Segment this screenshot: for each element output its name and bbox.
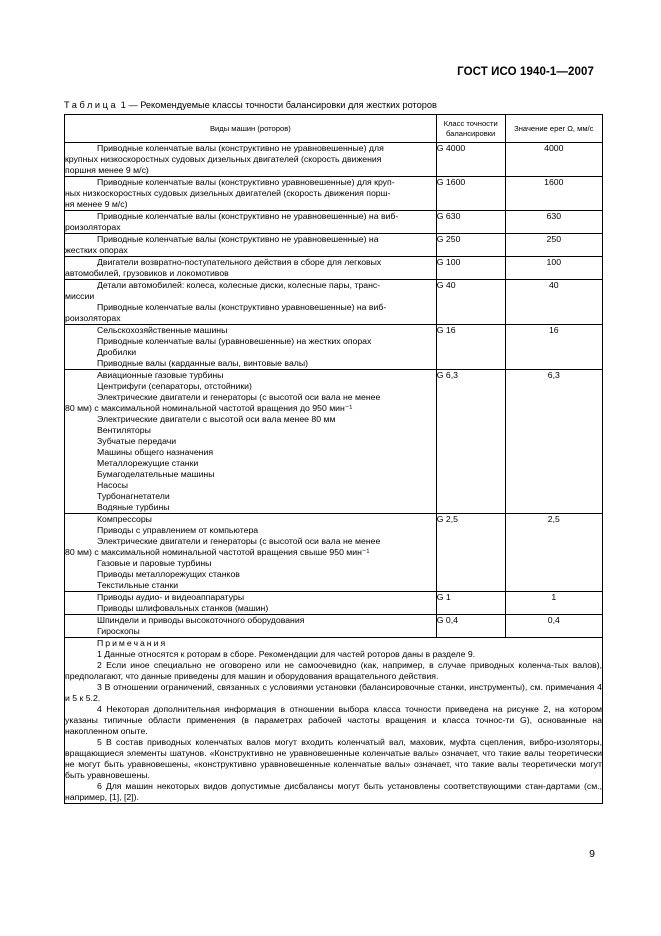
machine-type-line: 80 мм) с максимальной номинальной частотой вращения до 950 мин⁻¹: [65, 403, 353, 413]
balance-grade-cell: G 16: [436, 325, 505, 370]
table-row: [65, 257, 603, 280]
page-number: 9: [589, 848, 595, 860]
notes-row: [65, 638, 603, 804]
notes-title: Примечания: [97, 638, 168, 648]
table-body: [65, 143, 603, 638]
balance-grade-cell: G 1600: [436, 177, 505, 211]
machine-type-line: Машины общего назначения: [97, 447, 214, 457]
machine-types-cell: [65, 325, 437, 370]
table-row: [65, 615, 603, 638]
machine-type-line: Центрифуги (сепараторы, отстойники): [97, 381, 252, 391]
machine-types-cell: [65, 234, 437, 257]
machine-type-line: роизоляторах: [65, 222, 121, 232]
column-header-class: Класс точности балансировки: [436, 115, 505, 143]
machine-type-line: Приводные коленчатые валы (конструктивно не уравновешенные) для: [97, 143, 384, 153]
permissible-value-cell: 2,5: [505, 514, 602, 592]
machine-type-line: Приводные коленчатые валы (конструктивно уравновешенные) для круп-: [97, 177, 395, 187]
machine-type-line: Приводные коленчатые валы (конструктивно уравновешенные) на виб-: [97, 302, 387, 312]
table-row: [65, 211, 603, 234]
machine-type-line: Двигатели возвратно-поступательного действия в сборе для легковых: [97, 257, 382, 267]
column-header-value: Значение eper Ω, мм/с: [505, 115, 602, 143]
permissible-value-cell: 16: [505, 325, 602, 370]
note-1: 1 Данные относятся к роторам в сборе. Рекомендации для частей роторов даны в разделе 9.: [97, 649, 476, 659]
machine-type-line: Приводные коленчатые валы (конструктивно не уравновешенные) на виб-: [97, 211, 399, 221]
machine-type-line: ня менее 9 м/с): [65, 199, 128, 209]
balance-grade-cell: G 100: [436, 257, 505, 280]
table-row: [65, 514, 603, 592]
machine-type-line: Компрессоры: [97, 514, 152, 524]
permissible-value-cell: 40: [505, 280, 602, 325]
balance-grade-cell: G 0,4: [436, 615, 505, 638]
balance-grade-cell: G 250: [436, 234, 505, 257]
machine-type-line: Электрические двигатели и генераторы (с высотой оси вала не менее: [97, 536, 381, 546]
document-code-header: ГОСТ ИСО 1940-1—2007: [457, 66, 594, 78]
machine-type-line: Шпиндели и приводы высокоточного оборудования: [97, 615, 305, 625]
table-row: [65, 143, 603, 177]
machine-type-line: жестких опорах: [65, 245, 128, 255]
machine-type-line: Насосы: [97, 480, 128, 490]
machine-type-line: поршня менее 9 м/с): [65, 165, 149, 175]
balance-grade-cell: G 630: [436, 211, 505, 234]
notes-cell: [65, 638, 603, 804]
permissible-value-cell: 1600: [505, 177, 602, 211]
note-3: 3 В отношении ограничений, связанных с условиями установки (балансировочные станки, инструменты), см. примечания 4 и 5 к 5.2.: [65, 682, 602, 703]
machine-type-line: Газовые и паровые турбины: [97, 558, 212, 568]
machine-type-line: роизоляторах: [65, 313, 121, 323]
table-row: [65, 177, 603, 211]
permissible-value-cell: 250: [505, 234, 602, 257]
balance-grade-cell: G 4000: [436, 143, 505, 177]
balance-grade-cell: G 6,3: [436, 370, 505, 514]
note-6: 6 Для машин некоторых видов допустимые дисбалансы могут быть установлены соответствующими стан-дартами (см., например, [1], [2]).: [65, 781, 602, 802]
permissible-value-cell: 630: [505, 211, 602, 234]
machine-type-line: Приводные коленчатые валы (уравновешенные) на жестких опорах: [97, 336, 372, 346]
machine-type-line: 80 мм) с максимальной номинальной частотой вращения свыше 950 мин⁻¹: [65, 547, 370, 557]
machine-type-line: миссии: [65, 291, 95, 301]
machine-types-cell: [65, 211, 437, 234]
table-caption-text: 1 — Рекомендуемые классы точности балансировки для жестких роторов: [118, 100, 437, 110]
table-row: [65, 325, 603, 370]
column-header-machines: Виды машин (роторов): [65, 115, 437, 143]
permissible-value-cell: 4000: [505, 143, 602, 177]
machine-type-line: Турбонагнетатели: [97, 491, 170, 501]
note-5: 5 В состав приводных коленчатых валов могут входить коленчатый вал, маховик, муфта сцепления, вибро-изоляторы, вращающиеся элементы шатунов. «Конструктивно не уравновешенные коленчатые валы» означает, что такие валы теоретически не могут быть уравновешены, «конструктивно уравновешенные коленчатые валы» означает, что такие валы теоретически могут быть уравновешены.: [65, 737, 602, 780]
machine-type-line: крупных низкоскоростных судовых дизельных двигателей (скорость движения: [65, 154, 382, 164]
machine-types-cell: [65, 177, 437, 211]
permissible-value-cell: 6,3: [505, 370, 602, 514]
machine-types-cell: [65, 280, 437, 325]
machine-type-line: Приводы шлифовальных станков (машин): [97, 603, 269, 613]
machine-type-line: Авиационные газовые турбины: [97, 370, 224, 380]
machine-type-line: Приводы аудио- и видеоаппаратуры: [97, 592, 245, 602]
machine-type-line: Электрические двигатели и генераторы (с высотой оси вала не менее: [97, 392, 381, 402]
permissible-value-cell: 1: [505, 592, 602, 615]
machine-type-line: Текстильные станки: [97, 580, 179, 590]
table-caption-word: Таблица: [64, 100, 119, 110]
machine-type-line: Детали автомобилей: колеса, колесные диски, колесные пары, транс-: [97, 280, 381, 290]
table-row: [65, 234, 603, 257]
machine-type-line: Гироскопы: [97, 626, 140, 636]
table-header-row: [65, 115, 603, 143]
machine-type-line: Приводы металлорежущих станков: [97, 569, 240, 579]
machine-type-line: Электрические двигатели с высотой оси вала менее 80 мм: [97, 414, 336, 424]
note-2: 2 Если иное специально не оговорено или не самоочевидно (как, например, в случае приводных коленча-тых валов), предполагают, что данные приведены для машин и оборудования вращательного действия.: [65, 660, 602, 681]
balance-grade-cell: G 2,5: [436, 514, 505, 592]
machine-type-line: Вентиляторы: [97, 425, 151, 435]
table-caption: [64, 100, 437, 110]
note-4: 4 Некоторая дополнительная информация в отношении выбора класса точности приведена на рисунке 2, на котором указаны типичные области применения (в параметрах рабочей частоты вращения и класса точнос-ти G), основанные на накопленном опыте.: [65, 704, 602, 736]
machine-types-cell: [65, 257, 437, 280]
machine-types-cell: [65, 370, 437, 514]
machine-types-cell: [65, 514, 437, 592]
permissible-value-cell: 100: [505, 257, 602, 280]
table-row: [65, 592, 603, 615]
machine-type-line: автомобилей, грузовиков и локомотивов: [65, 268, 229, 278]
balance-grade-cell: G 40: [436, 280, 505, 325]
machine-type-line: Приводные валы (карданные валы, винтовые валы): [97, 358, 308, 368]
balancing-grades-table: [64, 114, 603, 804]
machine-type-line: Приводы с управлением от компьютера: [97, 525, 259, 535]
table-row: [65, 280, 603, 325]
machine-type-line: Зубчатые передачи: [97, 436, 177, 446]
permissible-value-cell: 0,4: [505, 615, 602, 638]
machine-type-line: Металлорежущие станки: [97, 458, 199, 468]
machine-type-line: ных низкоскоростных судовых дизельных двигателей (скорость движения порш-: [65, 188, 391, 198]
machine-types-cell: [65, 143, 437, 177]
machine-type-line: Водяные турбины: [97, 502, 170, 512]
machine-types-cell: [65, 592, 437, 615]
machine-type-line: Приводные коленчатые валы (конструктивно не уравновешенные) на: [97, 234, 379, 244]
balance-grade-cell: G 1: [436, 592, 505, 615]
table-row: [65, 370, 603, 514]
machine-type-line: Сельскохозяйственные машины: [97, 325, 228, 335]
machine-type-line: Бумагоделательные машины: [97, 469, 215, 479]
machine-type-line: Дробилки: [97, 347, 137, 357]
machine-types-cell: [65, 615, 437, 638]
